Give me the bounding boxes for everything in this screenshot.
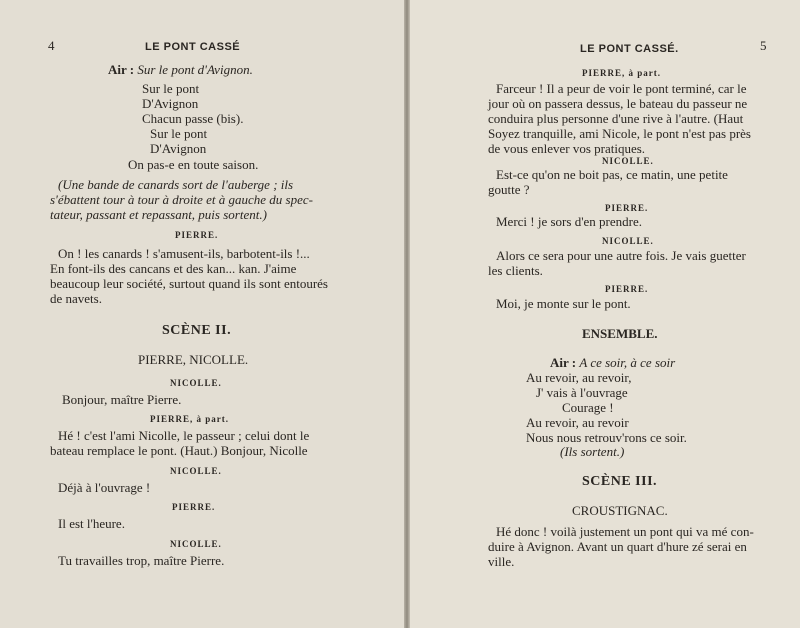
- speaker-name: NICOLLE.: [170, 539, 222, 549]
- dialogue-line: Merci ! je sors d'en prendre.: [496, 214, 643, 229]
- air-label: Air :: [550, 355, 577, 370]
- dialogue-line: Hé donc ! voilà justement un pont qui va mé con-: [496, 524, 754, 539]
- dialogue-line: beaucoup leur société, surtout quand ils sont entourés: [50, 276, 328, 291]
- speaker-name: NICOLLE.: [602, 236, 654, 246]
- ensemble-heading: ENSEMBLE.: [582, 326, 658, 341]
- scene-character: CROUSTIGNAC.: [572, 503, 668, 518]
- speaker-name: PIERRE.: [172, 502, 216, 512]
- speaker-name: NICOLLE.: [170, 466, 222, 476]
- dialogue-line: bateau remplace le pont. (Haut.) Bonjour, Nicolle: [50, 443, 308, 458]
- air-title: A ce soir, à ce soir: [579, 355, 676, 370]
- song-line: Sur le pont: [142, 81, 200, 96]
- page-number: 5: [760, 38, 767, 53]
- dialogue-line: jour où on passera dessus, le bateau du passeur ne: [488, 96, 748, 111]
- dialogue-line: Déjà à l'ouvrage !: [58, 480, 151, 495]
- dialogue-line: ville.: [488, 554, 515, 569]
- dialogue-line: En font-ils des cancans et des kan... kan. J'aime: [50, 261, 297, 276]
- dialogue-line: de navets.: [50, 291, 102, 306]
- song-line: Sur le pont: [150, 126, 208, 141]
- air-line: [550, 355, 675, 370]
- dialogue-line: duire à Avignon. Avant un quart d'hure zé serai en: [488, 539, 747, 554]
- stage-direction: s'ébattent tour à tour à droite et à gauche du spec-: [50, 192, 313, 207]
- scene-characters: PIERRE, NICOLLE.: [138, 352, 249, 367]
- dialogue-line: Moi, je monte sur le pont.: [496, 296, 631, 311]
- stage-direction: (Ils sortent.): [560, 444, 625, 459]
- speaker-name: PIERRE, à part.: [582, 68, 662, 78]
- air-title: Sur le pont d'Avignon.: [137, 62, 253, 77]
- dialogue-line: de vous enlever vos pratiques.: [488, 141, 646, 156]
- song-line: Au revoir, au revoir,: [526, 370, 632, 385]
- air-line: [108, 62, 253, 77]
- dialogue-line: Soyez tranquille, ami Nicole, le pont n'est pas près: [488, 126, 751, 141]
- right-page: [410, 0, 800, 628]
- dialogue-line: les clients.: [488, 263, 543, 278]
- speaker-name: PIERRE.: [605, 284, 649, 294]
- speaker-name: NICOLLE.: [170, 378, 222, 388]
- song-line: D'Avignon: [150, 141, 207, 156]
- song-line: J' vais à l'ouvrage: [536, 385, 628, 400]
- scene-title: SCÈNE II.: [162, 323, 232, 338]
- song-line: Nous nous retrouv'rons ce soir.: [526, 430, 687, 445]
- dialogue-line: Farceur ! Il a peur de voir le pont terminé, car le: [496, 81, 747, 96]
- song-line: D'Avignon: [142, 96, 199, 111]
- speaker-name: NICOLLE.: [602, 156, 654, 166]
- speaker-name: PIERRE.: [175, 230, 219, 240]
- song-line: Courage !: [562, 400, 614, 415]
- dialogue-line: Hé ! c'est l'ami Nicolle, le passeur ; celui dont le: [58, 428, 310, 443]
- running-header: LE PONT CASSÉ.: [580, 43, 679, 55]
- scene-title: SCÈNE III.: [582, 474, 658, 489]
- air-label: Air :: [108, 62, 135, 77]
- song-line: Au revoir, au revoir: [526, 415, 629, 430]
- dialogue-line: goutte ?: [488, 182, 530, 197]
- stage-direction: tateur, passant et repassant, puis sortent.): [50, 207, 267, 222]
- dialogue-line: Bonjour, maître Pierre.: [62, 392, 182, 407]
- song-line: On pas-e en toute saison.: [128, 157, 259, 172]
- dialogue-line: On ! les canards ! s'amusent-ils, barbotent-ils !...: [58, 246, 310, 261]
- speaker-name: PIERRE, à part.: [150, 414, 230, 424]
- dialogue-line: Est-ce qu'on ne boit pas, ce matin, une petite: [496, 167, 728, 182]
- speaker-name: PIERRE.: [605, 203, 649, 213]
- dialogue-line: Alors ce sera pour une autre fois. Je vais guetter: [496, 248, 746, 263]
- stage-direction: (Une bande de canards sort de l'auberge ; ils: [58, 177, 294, 192]
- dialogue-line: conduira plus personne d'une rive à l'autre. (Haut: [488, 111, 744, 126]
- page-number: 4: [48, 38, 55, 53]
- song-line: Chacun passe (bis).: [142, 111, 244, 126]
- running-header: LE PONT CASSÉ: [145, 41, 241, 53]
- dialogue-line: Tu travailles trop, maître Pierre.: [58, 553, 225, 568]
- dialogue-line: Il est l'heure.: [58, 516, 125, 531]
